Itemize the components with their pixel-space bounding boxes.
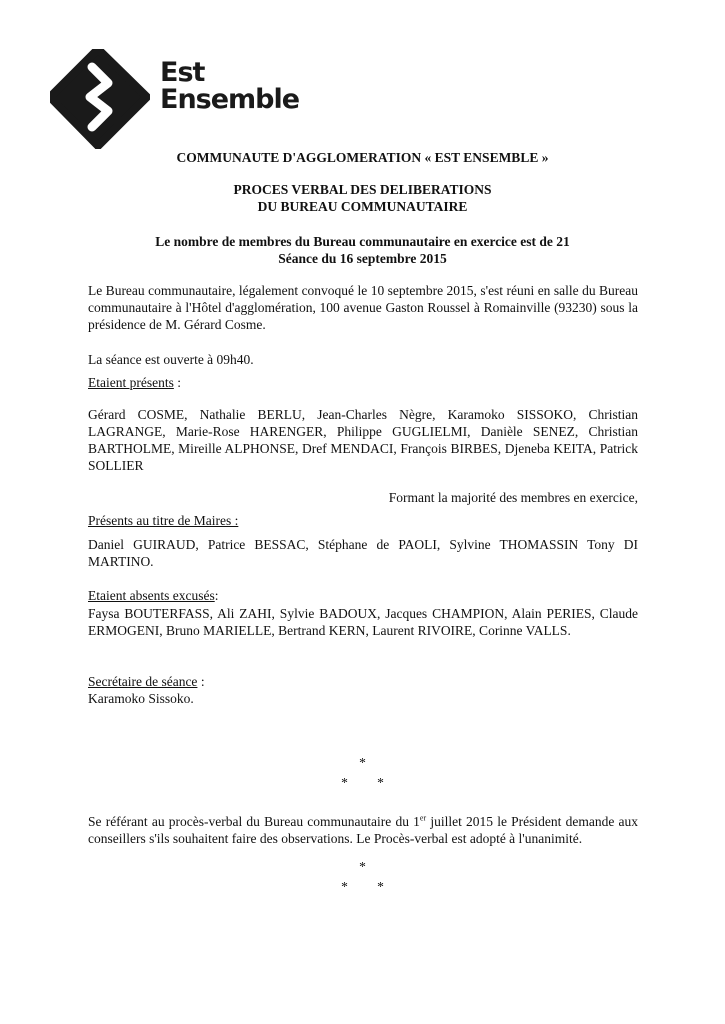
opening-time: La séance est ouverte à 09h40. — [88, 352, 254, 367]
absent-heading — [88, 587, 218, 604]
mayors-names: Daniel GUIRAUD, Patrice BESSAC, Stéphane de PAOLI, Sylvine THOMASSIN Tony DI MARTINO. — [88, 537, 638, 569]
est-ensemble-logo — [50, 49, 300, 121]
session-date-line: Séance du 16 septembre 2015 — [278, 251, 447, 266]
logo-line-2: Ensemble — [160, 84, 300, 115]
absent-label: Etaient absents excusés — [88, 588, 215, 603]
majority-statement: Formant la majorité des membres en exercice, — [388, 490, 638, 505]
absent-label-suffix: : — [214, 588, 219, 603]
members-count-line: Le nombre de membres du Bureau communautaire en exercice est de 21 — [155, 234, 570, 249]
absent-names: Faysa BOUTERFASS, Ali ZAHI, Sylvie BADOUX, Jacques CHAMPION, Alain PERIES, Claude ERMOGENI, Bruno MARIELLE, Bertrand KERN, Laurent RIVOIRE, Corinne VALLS. — [88, 606, 638, 638]
separator-stars-2 — [0, 857, 725, 897]
present-names: Gérard COSME, Nathalie BERLU, Jean-Charles Nègre, Karamoko SISSOKO, Christian LAGRANGE, Marie-Rose HARENGER, Philippe GUGLIELMI, Danièle SENEZ, Christian BARTHOLME, Mireille ALPHONSE, Dref MENDACI, François BIRBES, Djeneba KEITA, Patrick SOLLIER — [88, 407, 638, 473]
separator-star-right-2: * — [377, 879, 384, 894]
secretary-heading — [88, 673, 205, 690]
logo-wordmark — [160, 59, 299, 113]
secretary-label-suffix: : — [197, 674, 205, 689]
pv-ordinal-superscript: er — [419, 813, 427, 823]
separator-star-left: * — [341, 775, 348, 790]
document-subtitle-line-1: PROCES VERBAL DES DELIBERATIONS — [233, 182, 492, 197]
present-label: Etaient présents — [88, 375, 174, 390]
document-subtitle-line-2: DU BUREAU COMMUNAUTAIRE — [257, 199, 468, 214]
pv-text-part-1: Se référant au procès-verbal du Bureau communautaire du 1 — [88, 814, 420, 829]
secretary-label: Secrétaire de séance — [88, 674, 198, 689]
separator-star-left-2: * — [341, 879, 348, 894]
logo-line-1: Est — [160, 57, 205, 88]
present-heading — [88, 374, 181, 391]
est-ensemble-logo-icon — [50, 49, 150, 149]
separator-star-top: * — [359, 755, 366, 770]
separator-star-top-2: * — [359, 859, 366, 874]
intro-paragraph: Le Bureau communautaire, légalement convoqué le 10 septembre 2015, s'est réuni en salle du Bureau communautaire à l'Hôtel d'agglomération, 100 avenue Gaston Roussel à Romainville (93230) sous la présidence de M. Gérard Cosme. — [88, 283, 638, 332]
present-label-suffix: : — [173, 375, 181, 390]
pv-approval-paragraph — [88, 813, 638, 847]
document-title: COMMUNAUTE D'AGGLOMERATION « EST ENSEMBLE » — [176, 150, 549, 165]
separator-star-right: * — [377, 775, 384, 790]
secretary-name: Karamoko Sissoko. — [88, 691, 194, 706]
mayors-label: Présents au titre de Maires : — [88, 513, 239, 528]
pv-text-part-2: juillet 2015 le Président demande aux conseillers s'ils souhaitent faire des observations. Le Procès-verbal est adopté à l'unanimité. — [88, 814, 638, 846]
separator-stars-1 — [0, 753, 725, 793]
